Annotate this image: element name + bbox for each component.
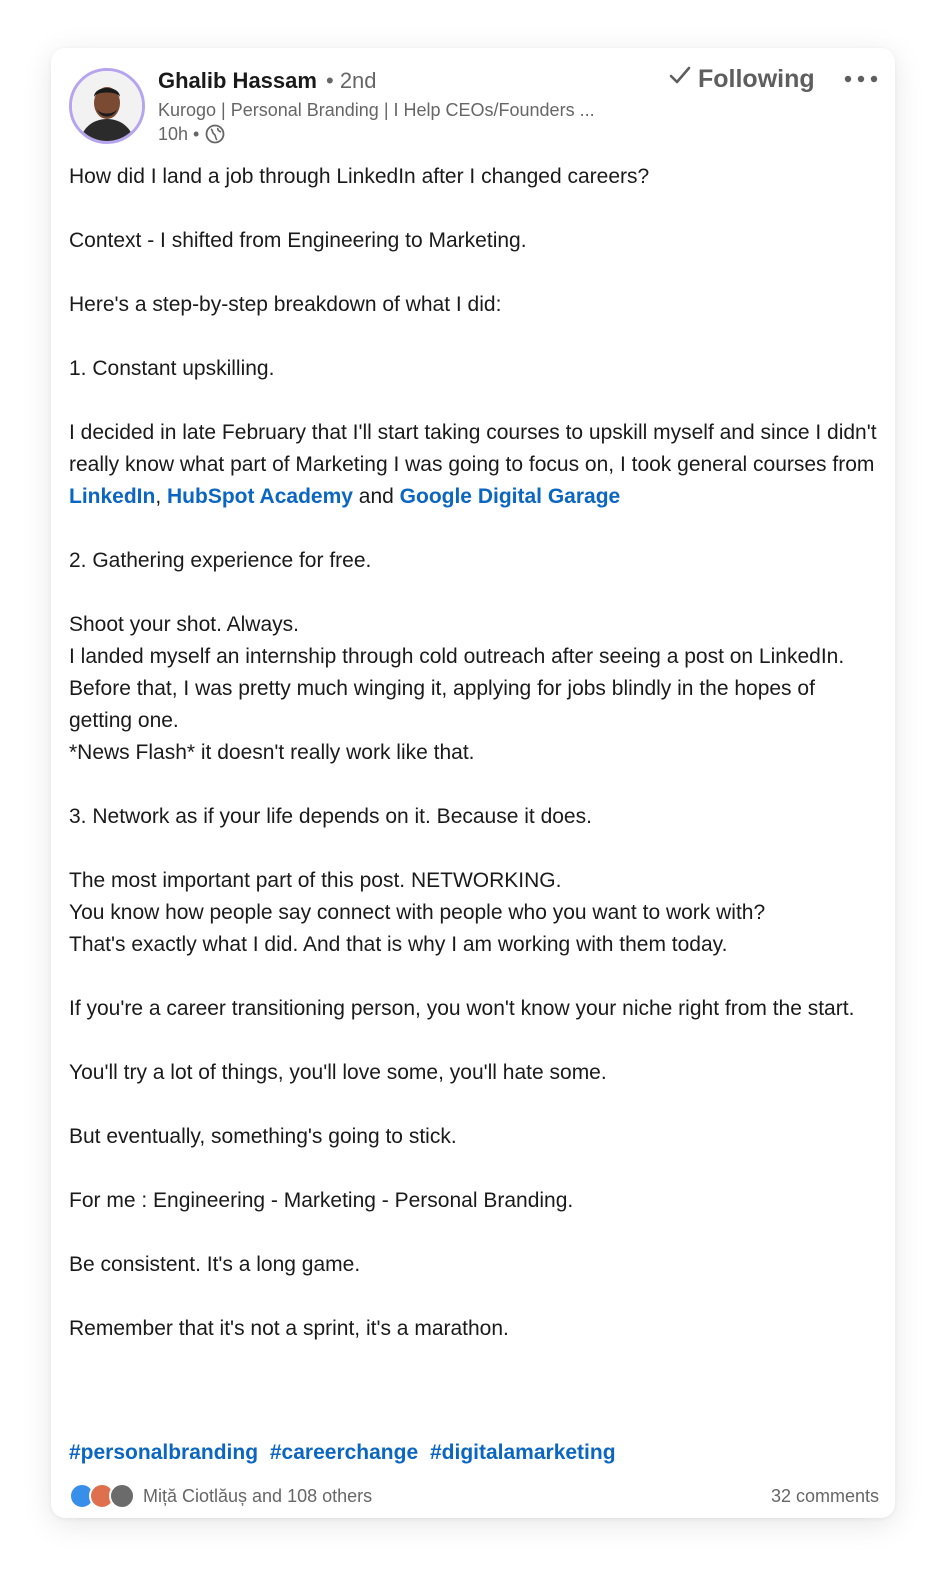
post-footer: [69, 1481, 879, 1511]
reactions-count: Miță Ciotlăuș and 108 others: [143, 1485, 373, 1506]
hashtags: [69, 1437, 622, 1469]
author-headline: Kurogo | Personal Branding | I Help CEOs/Founders ...: [158, 100, 595, 120]
post-paragraph: But eventually, something's going to stick.: [69, 1125, 457, 1148]
globe-icon: [205, 124, 225, 144]
following-button[interactable]: [668, 62, 815, 96]
reactions-summary[interactable]: [69, 1483, 372, 1509]
link-hubspot-academy[interactable]: HubSpot Academy: [167, 485, 353, 508]
post-paragraph: Here's a step-by-step breakdown of what I did:: [69, 293, 502, 316]
hashtag-careerchange[interactable]: #careerchange: [269, 1441, 419, 1464]
post-paragraph: Context - I shifted from Engineering to Marketing.: [69, 229, 527, 252]
post-text: ,: [155, 485, 168, 508]
connection-degree: • 2nd: [326, 68, 377, 93]
comments-count[interactable]: 32 comments: [770, 1485, 879, 1506]
post-meta: [158, 122, 225, 146]
hashtag-digitalamarketing[interactable]: #digitalamarketing: [429, 1441, 616, 1464]
link-google-digital-garage[interactable]: Google Digital Garage: [399, 485, 621, 508]
hashtag-personalbranding[interactable]: #personalbranding: [69, 1441, 259, 1464]
more-dots-icon: [843, 74, 879, 84]
author-avatar[interactable]: [69, 68, 145, 144]
post-paragraph: 3. Network as if your life depends on it. Because it does.: [69, 805, 592, 828]
post-card: [51, 48, 895, 1518]
post-paragraph-courses: [69, 417, 883, 513]
insight-icon: [109, 1483, 135, 1509]
checkmark-icon: [668, 62, 692, 96]
post-paragraph: If you're a career transitioning person, you won't know your niche right from the start.: [69, 997, 855, 1020]
more-options-button[interactable]: [841, 62, 881, 96]
post-paragraph: Be consistent. It's a long game.: [69, 1253, 361, 1276]
post-paragraph: You'll try a lot of things, you'll love some, you'll hate some.: [69, 1061, 607, 1084]
post-body: [69, 161, 883, 1345]
post-paragraph: 2. Gathering experience for free.: [69, 549, 372, 572]
post-paragraph: Shoot your shot. Always. I landed myself an internship through cold outreach after seeing a post on LinkedIn. Before that, I was pretty much winging it, applying for jobs blindly in the hopes of getting one. *News Flash* it doesn't really work like that.: [69, 613, 845, 764]
post-paragraph: For me : Engineering - Marketing - Personal Branding.: [69, 1189, 574, 1212]
reaction-icons: [69, 1483, 135, 1509]
link-linkedin[interactable]: LinkedIn: [69, 485, 156, 508]
post-paragraph: The most important part of this post. NETWORKING. You know how people say connect with people who you want to work with? That's exactly what I did. And that is why I am working with them today.: [69, 869, 766, 956]
post-time: 10h •: [158, 124, 200, 144]
post-text: and: [352, 485, 400, 508]
following-label: Following: [698, 65, 815, 93]
post-paragraph: How did I land a job through LinkedIn after I changed careers?: [69, 165, 650, 188]
post-paragraph: 1. Constant upskilling.: [69, 357, 275, 380]
author-name[interactable]: Ghalib Hassam: [158, 68, 317, 93]
post-text: I decided in late February that I'll start taking courses to upskill myself and since I didn't really know what part of Marketing I was going to focus on, I took general courses from: [69, 421, 883, 476]
post-paragraph: Remember that it's not a sprint, it's a marathon.: [69, 1317, 509, 1340]
avatar-photo: [72, 71, 142, 141]
